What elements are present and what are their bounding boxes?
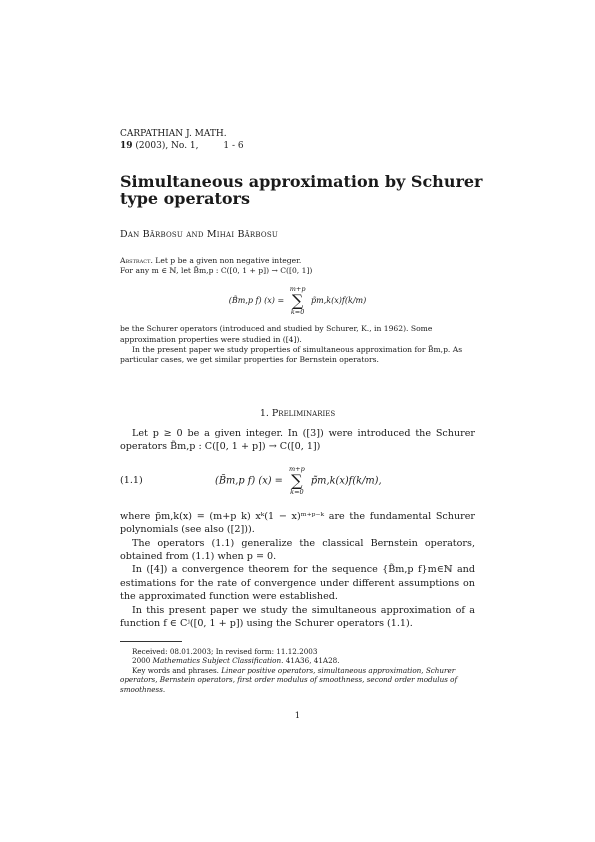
abstract-sum-top: m+p bbox=[289, 285, 306, 294]
equation-sum-top: m+p bbox=[289, 464, 305, 473]
equation-lhs: (B̃m,p f) (x) = bbox=[215, 475, 283, 487]
journal-volume: 19 bbox=[120, 141, 133, 151]
abstract-line-2: For any m ∈ ℕ, let B̃m,p : C([0, 1 + p]) → C([0, 1]) bbox=[120, 266, 313, 276]
footnote-divider bbox=[120, 641, 182, 642]
journal-issue: (2003), No. 1, bbox=[135, 141, 199, 151]
abstract-formula-lhs: (B̃m,p f) (x) = bbox=[228, 296, 285, 306]
abstract-line-1 bbox=[120, 256, 475, 266]
footnote-keywords-text: Linear positive operators, simultaneous approximation, Schurer operators, Bernstein operators, first order modulus of smoothness, second order modulus of smoothness. bbox=[120, 665, 458, 694]
equation-1-1 bbox=[120, 462, 475, 500]
body-paragraph-4: In ([4]) a convergence theorem for the sequence {B̃m,p f}m∈ℕ and estimations for the rate of convergence under different assumptions on the approximated function were established. bbox=[120, 564, 475, 603]
journal-volume-line bbox=[120, 140, 244, 152]
footnote-keywords-label: Key words and phrases. bbox=[132, 665, 219, 675]
sigma-icon: ∑ bbox=[291, 291, 304, 311]
footnote-msc-codes: 41A36, 41A28. bbox=[285, 656, 340, 666]
abstract bbox=[120, 256, 475, 365]
paper-title: Simultaneous approximation by Schurer type operators bbox=[120, 172, 483, 208]
equation-sum-bottom: k=0 bbox=[290, 487, 304, 496]
footnote-msc-label: Mathematics Subject Classification. bbox=[152, 656, 284, 666]
body-paragraph-1: Let p ≥ 0 be a given integer. In ([3]) were introduced the Schurer operators B̃m,p : C([0, 1 + p]) → C([0, 1]) bbox=[120, 428, 475, 453]
footnotes bbox=[120, 647, 475, 694]
sigma-icon: ∑ bbox=[291, 470, 303, 490]
paper-authors: Dan Bărbosu and Mihai Bărbosu bbox=[120, 229, 278, 240]
body-paragraph-5: In this present paper we study the simultaneous approximation of a function f ∈ Cʲ([0, 1 + p]) using the Schurer operators (1.1). bbox=[120, 604, 475, 630]
section-title-preliminaries: 1. Preliminaries bbox=[259, 408, 336, 419]
journal-pages: 1 - 6 bbox=[223, 141, 244, 151]
footnote-msc-prefix: 2000 bbox=[132, 656, 151, 666]
page-number: 1 bbox=[294, 711, 301, 721]
abstract-sum-symbol bbox=[290, 286, 306, 316]
abstract-formula-rhs: p̃m,k(x)f(k/m) bbox=[311, 296, 367, 306]
equation-content bbox=[215, 466, 382, 496]
footnote-msc bbox=[120, 656, 475, 665]
equation-sum-symbol bbox=[289, 466, 305, 496]
journal-header bbox=[120, 128, 244, 152]
footnote-received: Received: 08.01.2003; In revised form: 11.12.2003 bbox=[132, 647, 318, 656]
abstract-line1-text: Let p be a given non negative integer. bbox=[155, 256, 302, 265]
abstract-after-formula: be the Schurer operators (introduced and studied by Schurer, K., in 1962). Some approximation properties were studied in ([4]). bbox=[120, 324, 433, 344]
abstract-label: Abstract. bbox=[120, 256, 153, 265]
body-paragraph-2: where p̃m,k(x) = (m+p k) xᵏ(1 − x)ᵐ⁺ᵖ⁻ᵏ are the fundamental Schurer polynomials (see also ([2])). bbox=[120, 510, 475, 536]
body-paragraph-3: The operators (1.1) generalize the classical Bernstein operators, obtained from (1.1) when p = 0. bbox=[120, 537, 475, 563]
equation-rhs: p̃m,k(x)f(k/m), bbox=[310, 475, 382, 487]
abstract-paragraph-2: In the present paper we study properties of simultaneous approximation for B̃m,p. As particular cases, we get similar properties for Bernstein operators. bbox=[120, 344, 463, 365]
footnote-keywords bbox=[120, 666, 475, 694]
journal-name: CARPATHIAN J. MATH. bbox=[120, 129, 227, 139]
abstract-formula bbox=[120, 286, 475, 316]
equation-number: (1.1) bbox=[120, 475, 143, 487]
section-body bbox=[120, 427, 475, 630]
abstract-sum-bottom: k=0 bbox=[290, 308, 305, 317]
